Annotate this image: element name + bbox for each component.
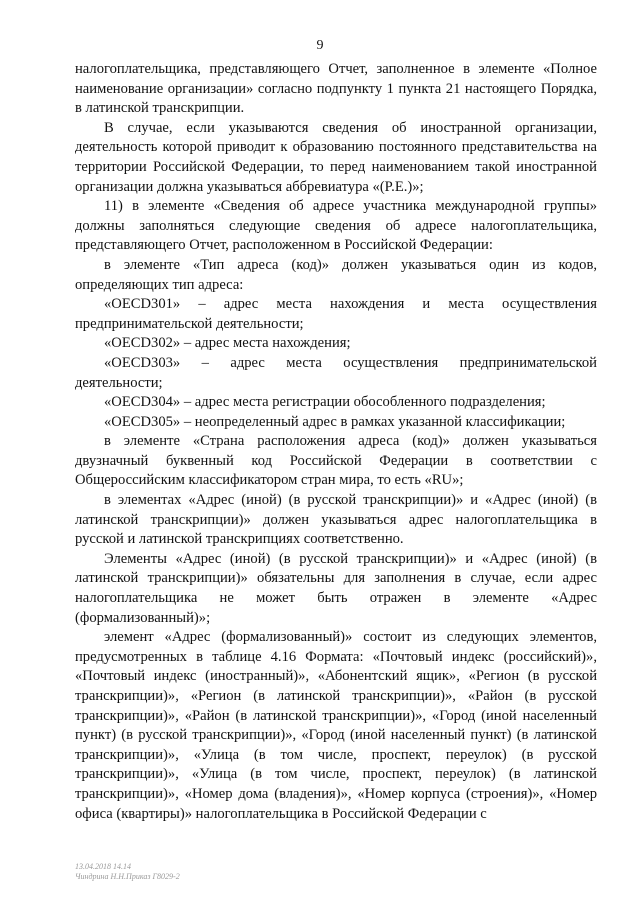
paragraph: в элементе «Страна расположения адреса (код)» должен указываться двузначный буквенный код Российской Федерации в соответствии с Общероссийским классификатором стран мира, то есть «RU»; [75, 433, 597, 489]
paragraph: В случае, если указываются сведения об иностранной организации, деятельность которой приводит к образованию постоянного представительства на территории Российской Федерации, то перед наименованием такой иностранной организации должна указываться аббревиатура «(P.E.)»; [75, 119, 597, 195]
paragraph: «OECD305» – неопределенный адрес в рамках указанной классификации; [104, 413, 566, 430]
page-number: 9 [316, 38, 324, 53]
footer-reference: Чиндрина Н.Н.Приказ Г8029-2 [75, 872, 180, 881]
paragraph: Элементы «Адрес (иной) (в русской транскрипции)» и «Адрес (иной) (в латинской транскрипции)» обязательны для заполнения в случае, если адрес налогоплательщика не может быть отражен в элементе «Адрес (формализованный)»; [75, 550, 597, 626]
paragraph: «OECD304» – адрес места регистрации обособленного подразделения; [104, 394, 546, 411]
paragraph: в элементе «Тип адреса (код)» должен указываться один из кодов, определяющих тип адреса: [75, 256, 597, 293]
paragraph: «OECD302» – адрес места нахождения; [104, 335, 351, 352]
paragraph: «OECD303» – адрес места осуществления предпринимательской деятельности; [75, 354, 597, 391]
document-footer [75, 862, 180, 882]
document-body [75, 60, 597, 824]
paragraph: элемент «Адрес (формализованный)» состоит из следующих элементов, предусмотренных в таблице 4.16 Формата: «Почтовый индекс (российский)», «Почтовый индекс (иностранный)», «Абонентский ящик», «Регион (в русской транскрипции)», «Регион (в латинской транскрипции)», «Район (в русской транскрипции)», «Район (в латинской транскрипции)», «Город (иной населенный пункт) (в русской транскрипции)», «Город (иной населенный пункт) (в латинской транскрипции)», «Улица (в том числе, проспект, переулок) (в русской транскрипции)», «Улица (в том числе, проспект, переулок) (в латинской транскрипции)», «Номер дома (владения)», «Номер корпуса (строения)», «Номер офиса (квартиры)» налогоплательщика в Российской Федерации с [75, 629, 597, 822]
paragraph: налогоплательщика, представляющего Отчет, заполненное в элементе «Полное наименование организации» согласно подпункту 1 пункта 21 настоящего Порядка, в латинской транскрипции. [75, 61, 597, 117]
footer-timestamp: 13.04.2018 14.14 [75, 862, 131, 871]
paragraph: «OECD301» – адрес места нахождения и места осуществления предпринимательской деятельности; [75, 296, 597, 332]
paragraph: 11) в элементе «Сведения об адресе участника международной группы» должны заполняться следующие сведения об адресе налогоплательщика, представляющего Отчет, расположенном в Российской Федерации: [75, 198, 597, 254]
paragraph: в элементах «Адрес (иной) (в русской транскрипции)» и «Адрес (иной) (в латинской транскрипции)» должен указываться адрес налогоплательщика в русской и латинской транскрипциях соответственно. [75, 492, 597, 548]
